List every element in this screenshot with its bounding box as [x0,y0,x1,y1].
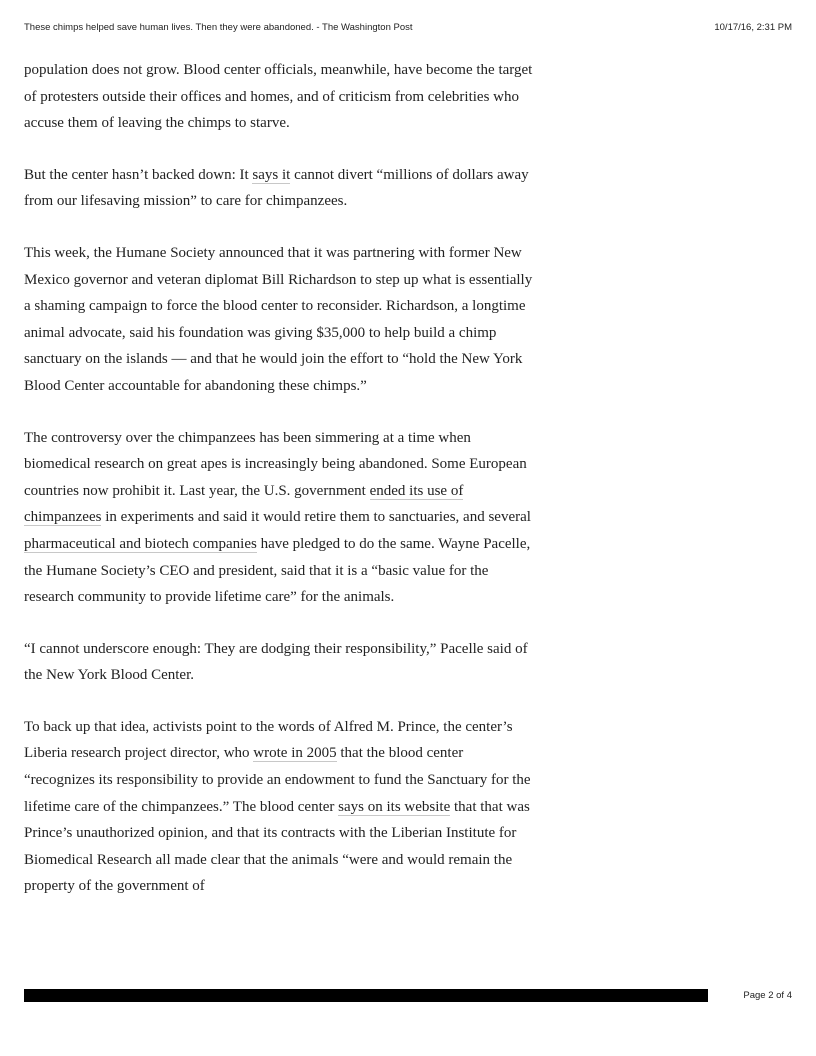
wrote-in-2005-link[interactable]: wrote in 2005 [253,745,337,762]
paragraph-4-text-c: have pledged to do the same. Wayne Pacelle, the Humane Society’s CEO and president, said that it is a “basic value for the research community to provide lifetime care” for the animals. [24,535,531,606]
paragraph-4-text-a: The controversy over the chimpanzees has been simmering at a time when biomedical research on great apes is increasingly being abandoned. Some European countries now prohibit it. Last year, the U.S. government [24,429,527,499]
paragraph-1: population does not grow. Blood center officials, meanwhile, have become the target of protesters outside their offices and homes, and of criticism from celebrities who accuse them of leaving the chimps to starve. [24,62,533,132]
says-it-link[interactable]: says it [252,166,291,183]
article-body [24,57,534,925]
paragraph-2-text-a: But the center hasn’t backed down: It [24,166,253,183]
says-on-website-link[interactable]: says on its website [338,798,451,815]
paragraph-6-text-a: To back up that idea, activists point to the words of Alfred M. Prince, the center’s Liberia research project director, who [24,718,513,762]
page-number: Page 2 of 4 [743,990,792,1001]
paragraph-6 [24,714,534,900]
paragraph-2-text-b: cannot divert “millions of dollars away from our lifesaving mission” to care for chimpanzees. [24,166,529,210]
print-header [24,22,792,36]
footer-bar [24,989,708,1002]
paragraph-4-text-b: in experiments and said it would retire them to sanctuaries, and several [101,509,531,526]
print-timestamp: 10/17/16, 2:31 PM [714,22,792,33]
page-title: These chimps helped save human lives. Then they were abandoned. - The Washington Post [24,22,413,33]
ended-chimp-use-link[interactable]: ended its use of chimpanzees [24,482,464,526]
paragraph-5: “I cannot underscore enough: They are dodging their responsibility,” Pacelle said of the New York Blood Center. [24,640,528,684]
paragraph-3: This week, the Humane Society announced that it was partnering with former New Mexico governor and veteran diplomat Bill Richardson to step up what is essentially a shaming campaign to force the blood center to reconsider. Richardson, a longtime animal advocate, said his foundation was giving $35,000 to help build a chimp sanctuary on the islands — and that he would join the effort to “hold the New York Blood Center accountable for abandoning these chimps.” [24,244,533,394]
paragraph-6-text-b: that the blood center “recognizes its responsibility to provide an endowment to fund the Sanctuary for the lifetime care of the chimpanzees.” The blood center [24,745,531,815]
paragraph-2 [24,162,534,215]
paragraph-6-text-c: that that was Prince’s unauthorized opinion, and that its contracts with the Liberian Institute for Biomedical Research all made clear that the animals “were and would remain the property of the government of [24,798,530,895]
paragraph-4 [24,425,534,611]
pharma-biotech-link[interactable]: pharmaceutical and biotech companies [24,535,257,552]
